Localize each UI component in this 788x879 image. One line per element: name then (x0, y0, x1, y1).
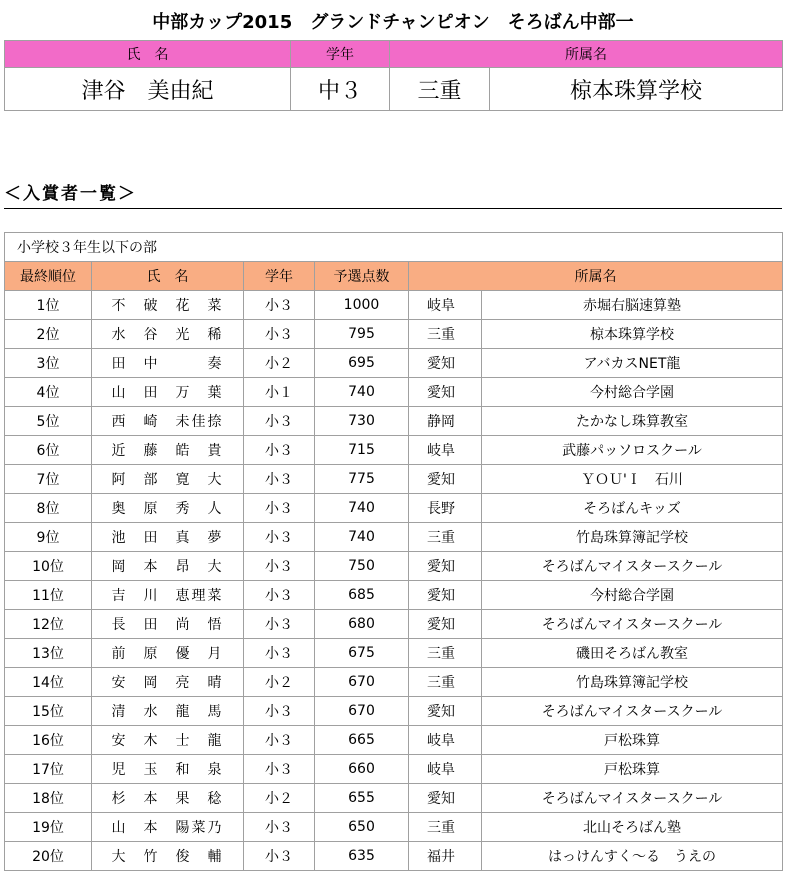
prefecture-cell: 愛知 (409, 378, 482, 407)
header-affiliation: 所属名 (409, 262, 783, 291)
header-grade: 学年 (291, 41, 390, 68)
table-row (5, 755, 783, 784)
header-name: 氏 名 (5, 41, 291, 68)
rank-cell: 7位 (5, 465, 92, 494)
school-cell: そろばんマイスタースクール (482, 552, 783, 581)
champion-prefecture: 三重 (390, 68, 490, 111)
school-cell: そろばんマイスタースクール (482, 784, 783, 813)
prefecture-cell: 愛知 (409, 465, 482, 494)
score-cell: 740 (315, 523, 409, 552)
score-cell: 795 (315, 320, 409, 349)
results-caption-row (5, 233, 783, 262)
grade-cell: 小３ (244, 581, 315, 610)
rank-cell: 11位 (5, 581, 92, 610)
rank-cell: 1位 (5, 291, 92, 320)
score-cell: 675 (315, 639, 409, 668)
name-cell: 杉 本 果 稔 (92, 784, 244, 813)
school-cell: 今村総合学園 (482, 581, 783, 610)
champion-table (4, 40, 783, 111)
name-cell: 西 崎 未佳捺 (92, 407, 244, 436)
table-row (5, 813, 783, 842)
results-table (4, 232, 783, 871)
table-row (5, 668, 783, 697)
grade-cell: 小３ (244, 610, 315, 639)
school-cell: はっけんすく～る うえの (482, 842, 783, 871)
grade-cell: 小３ (244, 813, 315, 842)
name-cell: 田 中 奏 (92, 349, 244, 378)
grade-cell: 小３ (244, 639, 315, 668)
name-cell: 近 藤 皓 貴 (92, 436, 244, 465)
table-row (5, 320, 783, 349)
table-row (5, 726, 783, 755)
table-row (5, 349, 783, 378)
section-heading: ＜入賞者一覧＞ (4, 180, 782, 209)
rank-cell: 16位 (5, 726, 92, 755)
champion-school: 椋本珠算学校 (490, 68, 783, 111)
score-cell: 655 (315, 784, 409, 813)
name-cell: 安 岡 亮 晴 (92, 668, 244, 697)
name-cell: 長 田 尚 悟 (92, 610, 244, 639)
school-cell: 今村総合学園 (482, 378, 783, 407)
prefecture-cell: 三重 (409, 813, 482, 842)
name-cell: 水 谷 光 稀 (92, 320, 244, 349)
school-cell: 戸松珠算 (482, 726, 783, 755)
score-cell: 670 (315, 697, 409, 726)
name-cell: 大 竹 俊 輔 (92, 842, 244, 871)
rank-cell: 17位 (5, 755, 92, 784)
table-row (5, 378, 783, 407)
grade-cell: 小２ (244, 784, 315, 813)
name-cell: 山 本 陽菜乃 (92, 813, 244, 842)
champion-name: 津谷 美由紀 (5, 68, 291, 111)
name-cell: 池 田 真 夢 (92, 523, 244, 552)
prefecture-cell: 三重 (409, 668, 482, 697)
table-row (5, 610, 783, 639)
champion-row (5, 68, 783, 111)
results-header-row (5, 262, 783, 291)
rank-cell: 6位 (5, 436, 92, 465)
school-cell: 武藤パッソロスクール (482, 436, 783, 465)
score-cell: 650 (315, 813, 409, 842)
grade-cell: 小３ (244, 320, 315, 349)
prefecture-cell: 愛知 (409, 697, 482, 726)
name-cell: 奥 原 秀 人 (92, 494, 244, 523)
grade-cell: 小３ (244, 726, 315, 755)
grade-cell: 小３ (244, 291, 315, 320)
rank-cell: 13位 (5, 639, 92, 668)
page-title: 中部カップ2015 グランドチャンピオン そろばん中部一 (152, 12, 634, 33)
prefecture-cell: 三重 (409, 523, 482, 552)
table-row (5, 407, 783, 436)
school-cell: 戸松珠算 (482, 755, 783, 784)
rank-cell: 14位 (5, 668, 92, 697)
school-cell: 磯田そろばん教室 (482, 639, 783, 668)
grade-cell: 小３ (244, 552, 315, 581)
table-row (5, 465, 783, 494)
score-cell: 715 (315, 436, 409, 465)
header-rank: 最終順位 (5, 262, 92, 291)
school-cell: 北山そろばん塾 (482, 813, 783, 842)
score-cell: 775 (315, 465, 409, 494)
grade-cell: 小３ (244, 465, 315, 494)
prefecture-cell: 愛知 (409, 581, 482, 610)
score-cell: 680 (315, 610, 409, 639)
name-cell: 阿 部 寛 大 (92, 465, 244, 494)
school-cell: そろばんマイスタースクール (482, 697, 783, 726)
prefecture-cell: 三重 (409, 639, 482, 668)
score-cell: 635 (315, 842, 409, 871)
table-row (5, 523, 783, 552)
school-cell: ＹＯＵ'Ｉ 石川 (482, 465, 783, 494)
rank-cell: 10位 (5, 552, 92, 581)
table-row (5, 581, 783, 610)
header-affiliation: 所属名 (390, 41, 783, 68)
table-row (5, 697, 783, 726)
score-cell: 1000 (315, 291, 409, 320)
rank-cell: 4位 (5, 378, 92, 407)
rank-cell: 19位 (5, 813, 92, 842)
grade-cell: 小３ (244, 697, 315, 726)
school-cell: たかなし珠算教室 (482, 407, 783, 436)
score-cell: 665 (315, 726, 409, 755)
prefecture-cell: 静岡 (409, 407, 482, 436)
prefecture-cell: 岐阜 (409, 291, 482, 320)
name-cell: 清 水 龍 馬 (92, 697, 244, 726)
grade-cell: 小３ (244, 407, 315, 436)
name-cell: 山 田 万 葉 (92, 378, 244, 407)
score-cell: 695 (315, 349, 409, 378)
prefecture-cell: 愛知 (409, 610, 482, 639)
table-row (5, 494, 783, 523)
table-row (5, 291, 783, 320)
prefecture-cell: 長野 (409, 494, 482, 523)
champion-header-row (5, 41, 783, 68)
grade-cell: 小３ (244, 842, 315, 871)
prefecture-cell: 岐阜 (409, 726, 482, 755)
score-cell: 660 (315, 755, 409, 784)
grade-cell: 小１ (244, 378, 315, 407)
prefecture-cell: 三重 (409, 320, 482, 349)
prefecture-cell: 愛知 (409, 784, 482, 813)
prefecture-cell: 福井 (409, 842, 482, 871)
grade-cell: 小２ (244, 668, 315, 697)
rank-cell: 9位 (5, 523, 92, 552)
rank-cell: 8位 (5, 494, 92, 523)
header-grade: 学年 (244, 262, 315, 291)
rank-cell: 5位 (5, 407, 92, 436)
champion-grade: 中３ (291, 68, 390, 111)
grade-cell: 小３ (244, 755, 315, 784)
table-row (5, 552, 783, 581)
rank-cell: 18位 (5, 784, 92, 813)
table-row (5, 436, 783, 465)
score-cell: 730 (315, 407, 409, 436)
header-score: 予選点数 (315, 262, 409, 291)
prefecture-cell: 岐阜 (409, 755, 482, 784)
name-cell: 岡 本 昂 大 (92, 552, 244, 581)
score-cell: 750 (315, 552, 409, 581)
header-name: 氏 名 (92, 262, 244, 291)
score-cell: 740 (315, 378, 409, 407)
name-cell: 前 原 優 月 (92, 639, 244, 668)
school-cell: そろばんキッズ (482, 494, 783, 523)
score-cell: 670 (315, 668, 409, 697)
prefecture-cell: 愛知 (409, 552, 482, 581)
score-cell: 685 (315, 581, 409, 610)
name-cell: 児 玉 和 泉 (92, 755, 244, 784)
table-row (5, 842, 783, 871)
name-cell: 安 木 士 龍 (92, 726, 244, 755)
rank-cell: 3位 (5, 349, 92, 378)
school-cell: 赤堀右脳速算塾 (482, 291, 783, 320)
results-caption: 小学校３年生以下の部 (5, 233, 783, 262)
rank-cell: 12位 (5, 610, 92, 639)
grade-cell: 小３ (244, 523, 315, 552)
rank-cell: 2位 (5, 320, 92, 349)
school-cell: そろばんマイスタースクール (482, 610, 783, 639)
rank-cell: 20位 (5, 842, 92, 871)
grade-cell: 小３ (244, 494, 315, 523)
grade-cell: 小２ (244, 349, 315, 378)
table-row (5, 784, 783, 813)
prefecture-cell: 岐阜 (409, 436, 482, 465)
school-cell: 竹島珠算簿記学校 (482, 523, 783, 552)
name-cell: 吉 川 恵理菜 (92, 581, 244, 610)
grade-cell: 小３ (244, 436, 315, 465)
rank-cell: 15位 (5, 697, 92, 726)
school-cell: アバカスNET龍 (482, 349, 783, 378)
prefecture-cell: 愛知 (409, 349, 482, 378)
score-cell: 740 (315, 494, 409, 523)
name-cell: 不 破 花 菜 (92, 291, 244, 320)
school-cell: 竹島珠算簿記学校 (482, 668, 783, 697)
school-cell: 椋本珠算学校 (482, 320, 783, 349)
table-row (5, 639, 783, 668)
